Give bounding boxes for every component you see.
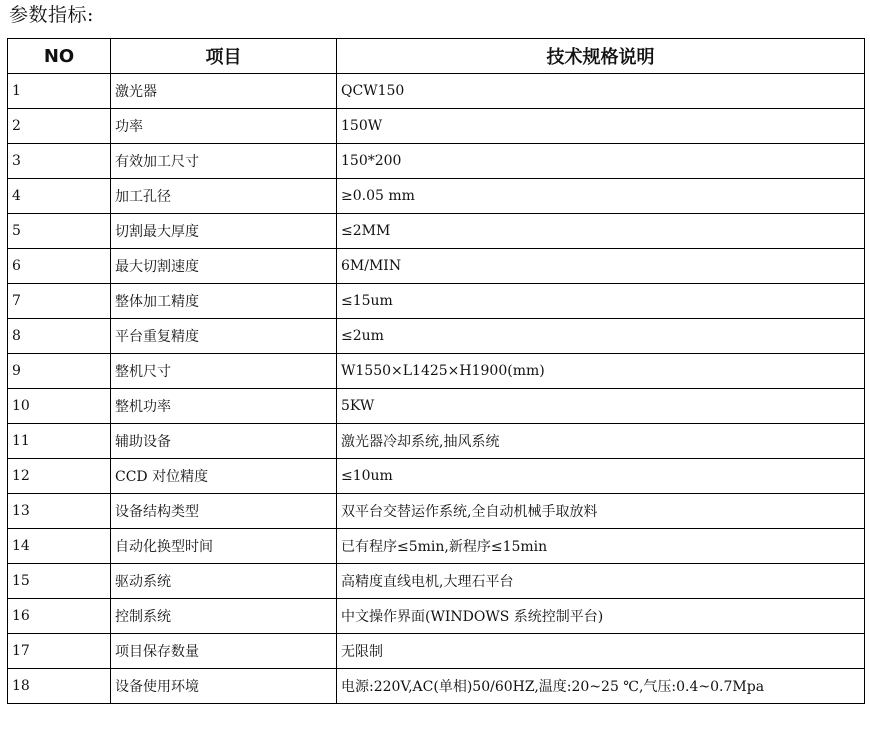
row-number: 14 [8,529,111,564]
row-spec: 150W [337,109,865,144]
row-spec: 6M/MIN [337,249,865,284]
row-item: 驱动系统 [111,564,337,599]
row-spec: ≥0.05 mm [337,179,865,214]
row-number: 3 [8,144,111,179]
row-number: 5 [8,214,111,249]
row-item: 自动化换型时间 [111,529,337,564]
row-number: 13 [8,494,111,529]
table-row [8,564,865,599]
table-row [8,669,865,704]
row-number: 18 [8,669,111,704]
table-header-row [8,39,865,74]
table-row [8,459,865,494]
header-item: 项目 [111,39,337,74]
table-row [8,389,865,424]
row-spec: W1550×L1425×H1900(mm) [337,354,865,389]
row-spec: 150*200 [337,144,865,179]
row-item: 设备结构类型 [111,494,337,529]
table-row [8,319,865,354]
row-number: 9 [8,354,111,389]
row-spec: 高精度直线电机,大理石平台 [337,564,865,599]
table-row [8,599,865,634]
row-number: 4 [8,179,111,214]
row-item: 平台重复精度 [111,319,337,354]
spec-table [7,38,865,704]
row-spec: 双平台交替运作系统,全自动机械手取放料 [337,494,865,529]
table-body [8,74,865,704]
table-row [8,74,865,109]
table-row [8,144,865,179]
row-item: 整机尺寸 [111,354,337,389]
row-number: 10 [8,389,111,424]
row-spec: ≤15um [337,284,865,319]
row-item: 项目保存数量 [111,634,337,669]
row-spec: 激光器冷却系统,抽风系统 [337,424,865,459]
header-no: NO [8,39,111,74]
row-number: 1 [8,74,111,109]
section-heading: 参数指标: [9,4,94,26]
row-spec: 无限制 [337,634,865,669]
row-item: 切割最大厚度 [111,214,337,249]
table-row [8,284,865,319]
row-item: 加工孔径 [111,179,337,214]
row-item: 最大切割速度 [111,249,337,284]
row-number: 11 [8,424,111,459]
table-row [8,214,865,249]
table-row [8,109,865,144]
row-item: 激光器 [111,74,337,109]
row-number: 12 [8,459,111,494]
table-row [8,424,865,459]
table-row [8,529,865,564]
row-item: 整体加工精度 [111,284,337,319]
row-spec: ≤10um [337,459,865,494]
row-number: 15 [8,564,111,599]
row-item: 辅助设备 [111,424,337,459]
row-spec: 已有程序≤5min,新程序≤15min [337,529,865,564]
row-spec: 中文操作界面(WINDOWS 系统控制平台) [337,599,865,634]
row-item: 设备使用环境 [111,669,337,704]
table-row [8,634,865,669]
table-row [8,179,865,214]
row-number: 8 [8,319,111,354]
table-row [8,354,865,389]
row-spec: ≤2MM [337,214,865,249]
row-number: 7 [8,284,111,319]
row-spec: 电源:220V,AC(单相)50/60HZ,温度:20~25 ℃,气压:0.4~0.7Mpa [337,669,865,704]
row-item: 整机功率 [111,389,337,424]
row-spec: QCW150 [337,74,865,109]
table-row [8,249,865,284]
row-item: 功率 [111,109,337,144]
row-spec: ≤2um [337,319,865,354]
row-item: 控制系统 [111,599,337,634]
row-number: 17 [8,634,111,669]
row-number: 2 [8,109,111,144]
row-item: 有效加工尺寸 [111,144,337,179]
row-number: 6 [8,249,111,284]
header-spec: 技术规格说明 [337,39,865,74]
row-item: CCD 对位精度 [111,459,337,494]
row-number: 16 [8,599,111,634]
table-row [8,494,865,529]
row-spec: 5KW [337,389,865,424]
